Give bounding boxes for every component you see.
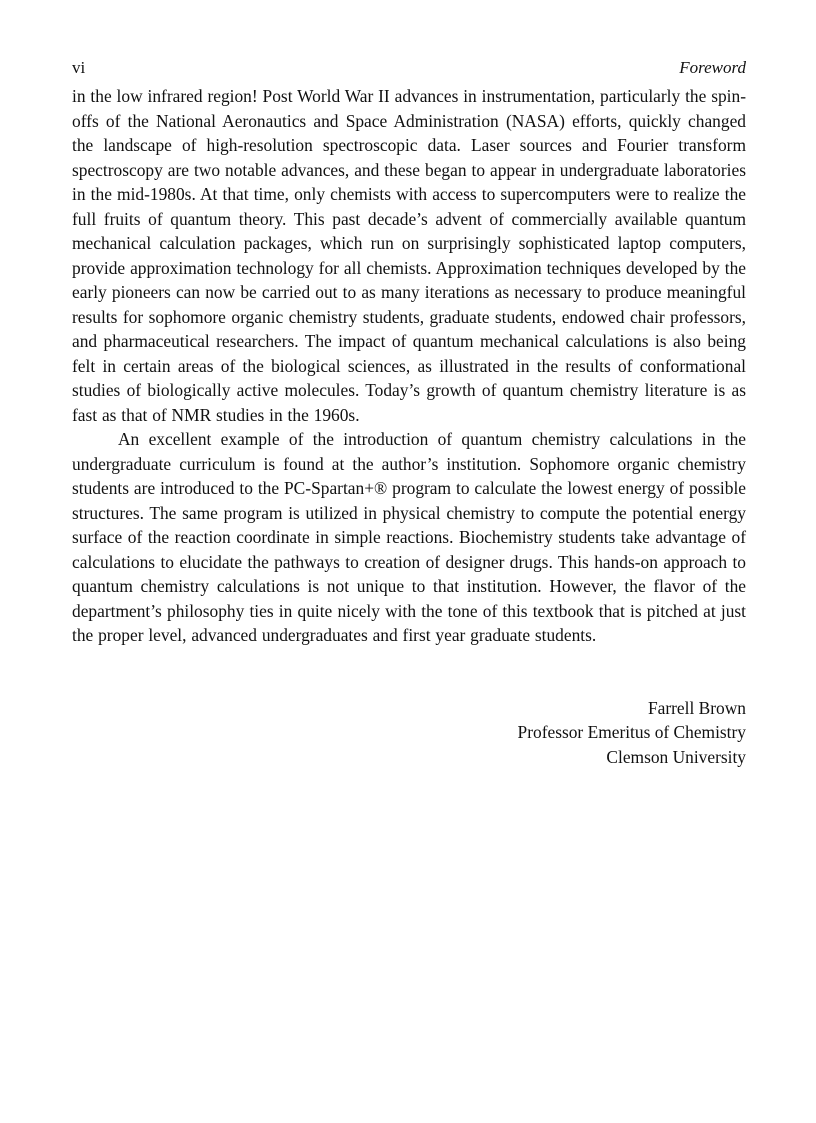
foreword-body: [72, 84, 746, 648]
page: [72, 56, 746, 769]
page-header: [72, 56, 746, 80]
author-institution: Clemson University: [606, 746, 746, 767]
author-title: Professor Emeritus of Chemistry: [517, 722, 746, 742]
page-number: vi: [72, 58, 86, 77]
running-title: Foreword: [679, 58, 746, 77]
signature-block: [72, 696, 746, 770]
paragraph: An excellent example of the introduction of quantum chemistry calculations in the undergraduate curriculum is found at the author’s institution. Sophomore organic chemistry students are introduced to the PC-Spartan+® program to calculate the lowest energy of possible structures. The same program is utilized in physical chemistry to compute the potential energy surface of the reaction coordinate in simple reactions. Biochemistry students take advantage of calculations to elucidate the pathways to creation of designer drugs. This hands-on approach to quantum chemistry calculations is not unique to that institution. However, the flavor of the department’s philosophy ties in quite nicely with the tone of this textbook that is pitched at just the proper level, advanced undergraduates and first year graduate students.: [72, 429, 746, 645]
paragraph-continued: in the low infrared region! Post World War II advances in instrumentation, particularly the spin-offs of the National Aeronautics and Space Administration (NASA) efforts, quickly changed the landscape of high-resolution spectroscopic data. Laser sources and Fourier transform spectroscopy are two notable advances, and these began to appear in undergraduate laboratories in the mid-1980s. At that time, only chemists with access to supercomputers were to realize the full fruits of quantum theory. This past decade’s advent of commercially available quantum mechanical calculation packages, which run on surprisingly sophisticated laptop computers, provide approximation technology for all chemists. Approximation techniques developed by the early pioneers can now be carried out to as many iterations as necessary to produce meaningful results for sophomore organic chemistry students, graduate students, endowed chair professors, and pharmaceutical researchers. The impact of quantum mechanical calculations is also being felt in certain areas of the biological sciences, as illustrated in the results of conformational studies of biologically active molecules. Today’s growth of quantum chemistry literature is as fast as that of NMR studies in the 1960s.: [72, 86, 746, 425]
author-name: Farrell Brown: [647, 697, 746, 718]
